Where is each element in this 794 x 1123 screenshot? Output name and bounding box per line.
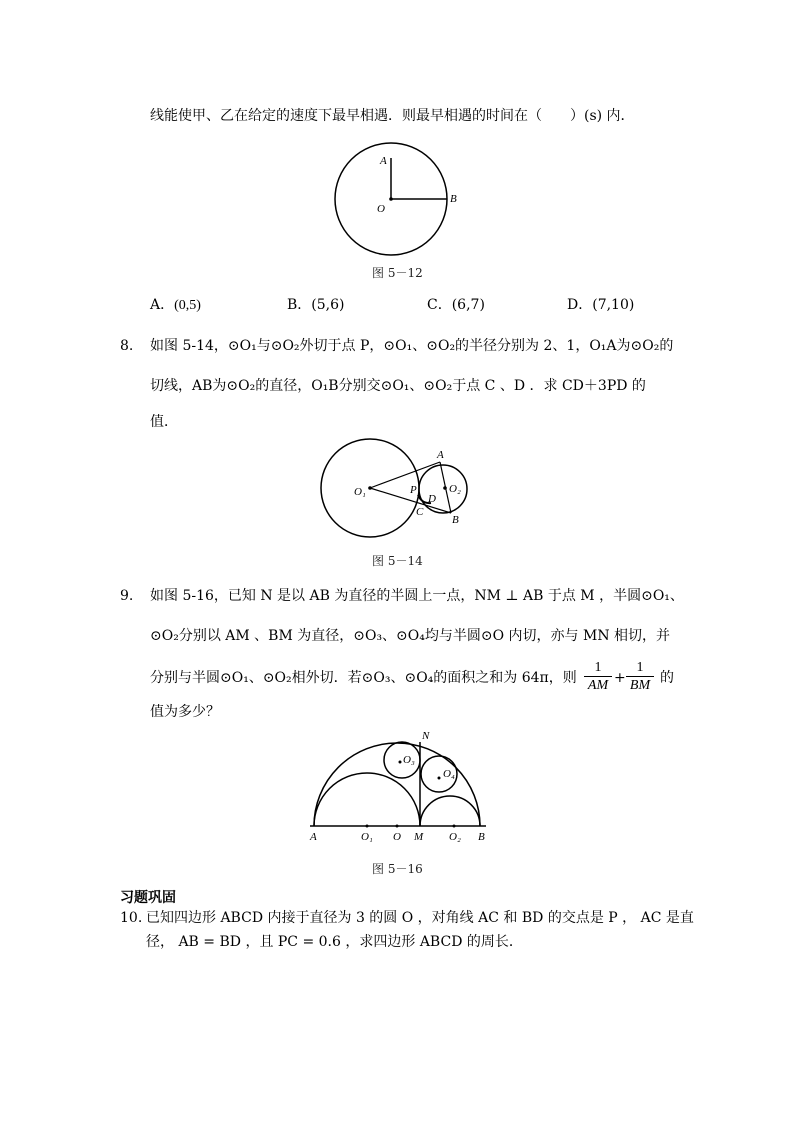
q8-line1: 如图 5-14，⊙O₁与⊙O₂外切于点 P，⊙O₁、⊙O₂的半径分别为 2、1，O₁A为⊙O₂的 [150,338,674,354]
fig12-label-a: A [380,155,387,167]
figure-5-14 [318,440,478,550]
option-b: B．(5,6) [287,297,345,313]
q8-line2: 切线，AB为⊙O₂的直径，O₁B分别交⊙O₁、⊙O₂于点 C 、D ．求 CD＋3PD 的 [150,378,646,394]
option-d: D．(7,10) [567,297,635,313]
fig14-label-b: B [452,514,459,526]
figure-5-16 [306,726,496,854]
q9-line3a: 分别与半圆⊙O₁、⊙O₂相外切．若⊙O₃、⊙O₄的面积之和为 64π，则 [150,670,577,686]
fig16-label-o2: O₂ [449,831,461,843]
figure-caption-5-14: 图 5－14 [372,554,423,568]
q8-line3: 值． [150,414,178,430]
fraction-1-over-am: 1 AM [584,660,612,694]
fig14-label-c: C [416,506,424,518]
q10-number: 10. [120,910,143,926]
fig16-label-n: N [422,730,430,742]
fig12-label-o: O [377,203,385,215]
q7-text: 线能使甲、乙在给定的速度下最早相遇．则最早相遇的时间在（ ）(s) 内． [150,108,635,124]
q10-line1: 已知四边形 ABCD 内接于直径为 3 的圆 O ，对角线 AC 和 BD 的交点是 P ， AC 是直 [146,910,694,926]
fig16-label-o4: O₄ [443,768,455,780]
fig14-label-o1: O₁ [354,486,366,498]
fig16-label-o1: O₁ [361,831,373,843]
figure-caption-5-16: 图 5－16 [372,862,423,876]
fig12-label-b: B [450,193,457,205]
q9-line1: 如图 5-16，已知 N 是以 AB 为直径的半圆上一点，NM ⊥ AB 于点 M ，半圆⊙O₁、 [150,588,684,604]
q9-line3b: 的 [660,670,674,686]
q8-number: 8. [120,338,134,354]
fraction-1-over-bm: 1 BM [626,660,654,694]
q9-number: 9. [120,588,134,604]
fig14-label-d: D [428,493,436,505]
figure-5-12 [330,140,460,270]
plus-sign: + [614,670,626,686]
section-heading: 习题巩固 [120,890,176,906]
fig14-label-p: P [410,484,417,496]
fig14-label-o2: O₂ [449,483,461,495]
fig16-label-o3: O₃ [403,754,415,766]
q9-line4: 值为多少？ [150,704,220,720]
fig16-label-a: A [310,831,317,843]
fig16-label-o: O [393,831,401,843]
q10-line2: 径， AB = BD ，且 PC = 0.6 ，求四边形 ABCD 的周长． [146,934,523,950]
fig16-label-b: B [478,831,485,843]
q9-line2: ⊙O₂分别以 AM 、BM 为直径，⊙O₃、⊙O₄均与半圆⊙O 内切，亦与 MN 相切，并 [150,628,671,644]
fig14-label-a: A [437,449,444,461]
fig16-label-m: M [414,831,424,843]
option-c: C．(6,7) [427,297,485,313]
figure-caption-5-12: 图 5－12 [372,266,423,280]
option-a: A．(0,5) [150,297,201,313]
